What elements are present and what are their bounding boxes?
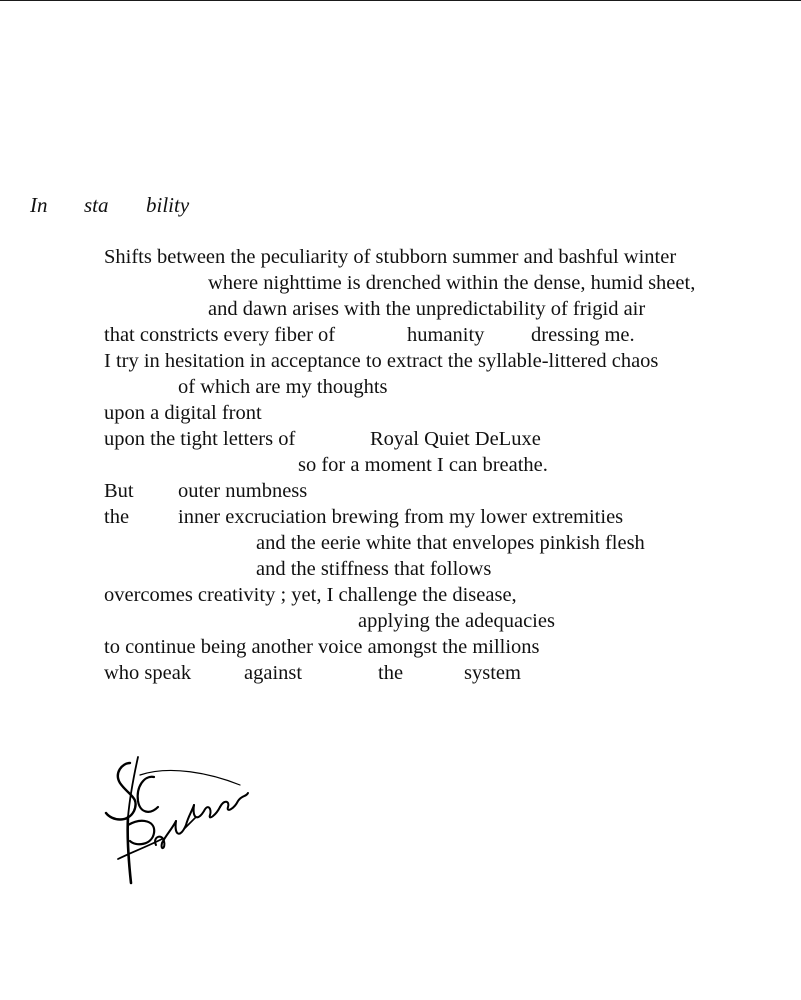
poem-line: applying the adequacies (358, 610, 555, 632)
poem-line: upon a digital front (104, 402, 262, 424)
poem-line: so for a moment I can breathe. (298, 454, 548, 476)
poem-line: and the eerie white that envelopes pinkish flesh (256, 532, 645, 554)
poem-line: and dawn arises with the unpredictability of frigid air (208, 298, 646, 320)
poem-title (0, 193, 801, 223)
top-border-line (0, 0, 801, 1)
handwritten-signature (100, 755, 250, 890)
poem-line: But outer numbness (104, 480, 308, 502)
poem-line: Shifts between the peculiarity of stubborn summer and bashful winter (104, 246, 677, 268)
poem-line: upon the tight letters of Royal Quiet DeLuxe (104, 428, 541, 450)
poem-line: I try in hesitation in acceptance to extract the syllable-littered chaos (104, 350, 659, 372)
poem-line: the inner excruciation brewing from my lower extremities (104, 506, 624, 528)
title-part-3: bility (146, 193, 190, 217)
poem-line: of which are my thoughts (178, 376, 388, 398)
title-part-1: In (30, 193, 48, 217)
poem-line: to continue being another voice amongst the millions (104, 636, 540, 658)
poem-line: where nighttime is drenched within the dense, humid sheet, (208, 272, 696, 294)
poem-line: overcomes creativity ; yet, I challenge the disease, (104, 584, 517, 606)
title-part-2: sta (84, 193, 109, 217)
poem-line: and the stiffness that follows (256, 558, 492, 580)
poem-line: that constricts every fiber of humanity dressing me. (104, 324, 635, 346)
poem-line: who speak against the system (104, 662, 521, 684)
